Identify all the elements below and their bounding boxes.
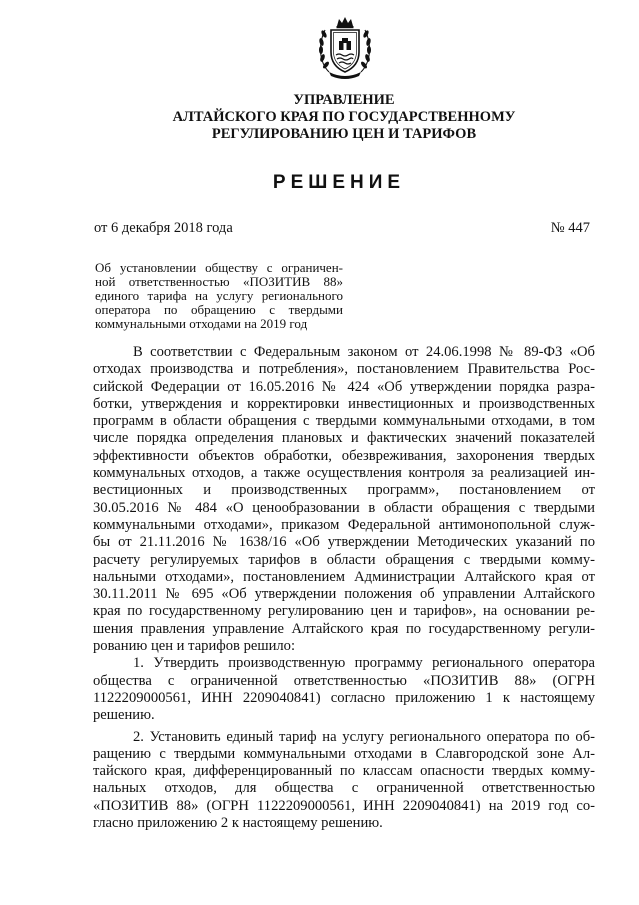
- document-date: от 6 декабря 2018 года: [94, 220, 233, 236]
- paragraph-line: сийской Федерации от 16.05.2016 № 424 «Об утверждении порядка разра-: [93, 378, 595, 395]
- subject-line: коммунальными отходами на 2019 год: [95, 317, 308, 331]
- paragraph-line: рованию цен и тарифов решило:: [93, 638, 296, 655]
- issuer-header: [93, 92, 595, 143]
- paragraph-line: вестиционных и производственных программ», постановлением от: [93, 482, 595, 499]
- paragraph-line: нальными отходами», постановлением Администрации Алтайского края от: [93, 568, 595, 585]
- subject-line: Об установлении обществу с ограничен-: [95, 261, 343, 275]
- paragraph-line: общества с ограниченной ответственностью «ПОЗИТИВ 88» (ОГРН: [93, 672, 595, 689]
- paragraph-line: коммунальными отходами», приказом Федеральной антимонопольной служ-: [93, 516, 595, 533]
- paragraph-line: В соответствии с Федеральным законом от 24.06.1998 № 89-ФЗ «Об: [133, 344, 595, 360]
- paragraph-line: 1122209000561, ИНН 2209040841) согласно приложению 1 к настоящему: [93, 689, 595, 706]
- paragraph-line: расчету регулируемых тарифов в области обращения с твердыми комму-: [93, 551, 595, 568]
- paragraph-line: бы от 21.11.2016 № 1638/16 «Об утверждении Методических указаний по: [93, 534, 595, 551]
- paragraph-line: тайского края, дифференцированный по классам опасности твердых комму-: [93, 763, 595, 780]
- paragraph-line: 30.11.2011 № 695 «Об утверждении положения об управлении Алтайского: [93, 586, 595, 603]
- paragraph-line: шения правления управление Алтайского края по государственному регули-: [93, 620, 595, 637]
- document-type-title: РЕШЕНИЕ: [272, 172, 406, 193]
- issuer-line-3: РЕГУЛИРОВАНИЮ ЦЕН И ТАРИФОВ: [211, 126, 477, 142]
- paragraph-line: эффективности объектов обработки, обезвреживания, захоронения твердых: [93, 447, 595, 464]
- paragraph-line: 1. Утвердить производственную программу регионального оператора: [133, 655, 595, 672]
- paragraph-line: «ПОЗИТИВ 88» (ОГРН 1122209000561, ИНН 2209040841) на 2019 год со-: [93, 797, 595, 814]
- paragraph-line: коммунальных отходов, а также осуществления контроля за реализацией ин-: [93, 465, 595, 482]
- paragraph-line: ращению с твердыми коммунальными отходами в Славгородской зоне Ал-: [93, 745, 595, 762]
- date-number-row: [93, 219, 590, 237]
- paragraph-line: ботки, утверждения и корректировки инвестиционных и производственных: [93, 395, 595, 412]
- paragraph-line: числе порядка определения плановых и фактических значений показателей: [93, 430, 595, 447]
- paragraph-line: отходах производства и потребления», постановлением Правительства Рос-: [93, 361, 595, 378]
- document-number: № 447: [550, 220, 590, 236]
- paragraph-line: нальных отходов, для общества с ограниченной ответственностью: [93, 780, 595, 797]
- paragraph-line: 2. Установить единый тариф на услугу регионального оператора по об-: [133, 728, 595, 745]
- paragraph-line: решению.: [93, 707, 155, 724]
- issuer-line-2: АЛТАЙСКОГО КРАЯ ПО ГОСУДАРСТВЕННОМУ: [172, 109, 516, 125]
- subject-line: ной ответственностью «ПОЗИТИВ 88»: [95, 275, 343, 289]
- subject-line: единого тарифа на услугу регионального: [95, 289, 343, 303]
- paragraph-line: края по государственному регулированию цен и тарифов», на основании ре-: [93, 603, 595, 620]
- body-paragraph: [93, 655, 595, 724]
- paragraph-line: гласно приложению 2 к настоящему решению.: [93, 815, 383, 832]
- document-body: [93, 344, 595, 832]
- paragraph-line: 30.05.2016 № 484 «О ценообразовании в области обращения с твердыми: [93, 499, 595, 516]
- document-subject: [95, 261, 343, 331]
- body-paragraph: [93, 344, 595, 655]
- subject-line: оператора по обращению с твердыми: [95, 303, 343, 317]
- issuer-line-1: УПРАВЛЕНИЕ: [293, 92, 395, 108]
- body-paragraph: [93, 729, 595, 833]
- coat-of-arms-icon: [315, 14, 375, 80]
- paragraph-line: программ в области обращения с твердыми коммунальными отходами, в том: [93, 413, 595, 430]
